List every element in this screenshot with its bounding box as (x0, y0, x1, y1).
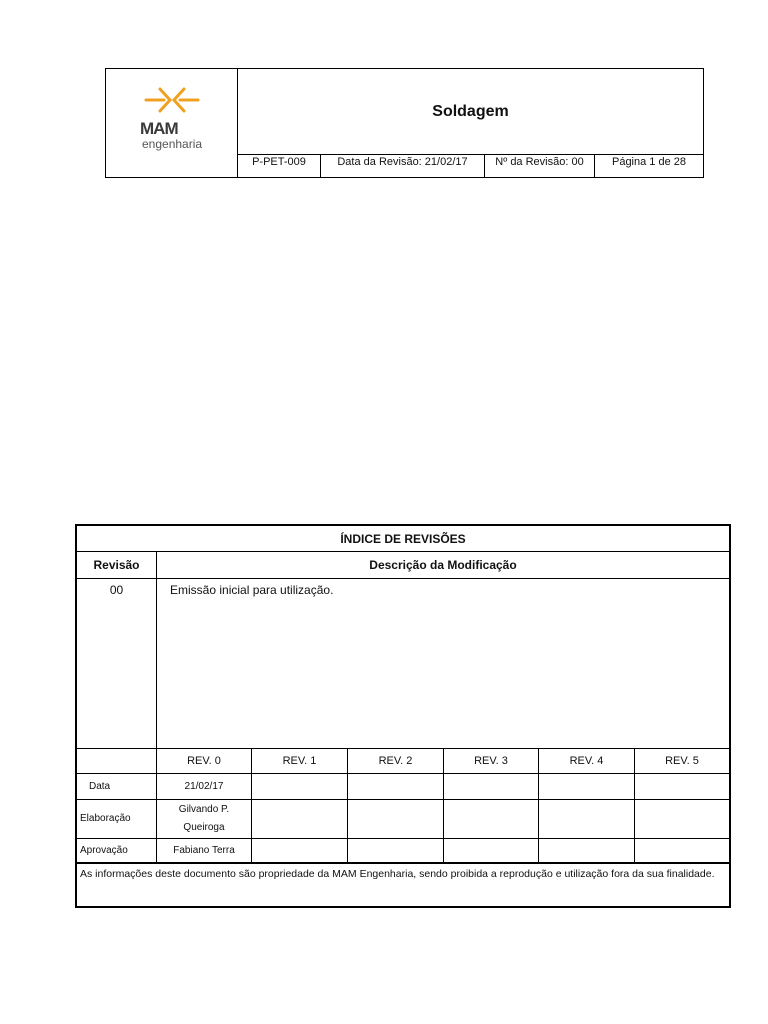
grid-corner-cell (77, 749, 157, 773)
revision-entry-description: Emissão inicial para utilização. (170, 583, 334, 597)
table-cell (252, 839, 348, 862)
document-title: Soldagem (432, 102, 509, 120)
revision-header-row (77, 552, 729, 579)
page-number: Página 1 de 28 (611, 156, 686, 168)
company-logo-icon (144, 85, 200, 119)
row-label-aprovacao: Aprovação (77, 839, 157, 862)
table-cell (635, 839, 729, 862)
table-cell (539, 774, 635, 799)
table-cell (348, 839, 444, 862)
table-row (77, 800, 729, 839)
approval-grid (77, 749, 729, 864)
table-cell (444, 800, 539, 838)
rev-header: REV. 0 (157, 749, 252, 773)
revision-index-table (75, 524, 731, 908)
table-cell: Gilvando P. Queiroga (157, 800, 252, 838)
confidentiality-note: As informações deste documento são propriedade da MAM Engenharia, sendo proibida a reprodução e utilização fora da sua finalidade. (80, 868, 715, 880)
revision-date: Data da Revisão: 21/02/17 (321, 155, 485, 177)
table-cell (635, 800, 729, 838)
document-code: P-PET-009 (238, 155, 321, 177)
revision-index-title: ÍNDICE DE REVISÕES (77, 526, 729, 552)
rev-header: REV. 4 (539, 749, 635, 773)
row-label-data: Data (77, 774, 157, 799)
revision-number: Nº da Revisão: 00 (485, 155, 595, 177)
table-cell (348, 774, 444, 799)
logo-cell (106, 69, 238, 177)
table-cell (635, 774, 729, 799)
header-meta-row (238, 154, 703, 177)
table-cell: Fabiano Terra (157, 839, 252, 862)
table-cell (252, 774, 348, 799)
table-cell (444, 839, 539, 862)
row-label-elaboracao: Elaboração (77, 800, 157, 838)
rev-header-row (77, 749, 729, 774)
table-cell: 21/02/17 (157, 774, 252, 799)
logo-name: MAM (140, 119, 178, 138)
revision-entry-row (77, 579, 729, 749)
rev-header: REV. 5 (665, 755, 699, 767)
table-row (77, 839, 729, 864)
table-cell (348, 800, 444, 838)
rev-header: REV. 3 (444, 749, 539, 773)
table-cell (539, 839, 635, 862)
table-cell (444, 774, 539, 799)
logo-subtitle: engenharia (142, 137, 203, 151)
description-column-header: Descrição da Modificação (369, 558, 517, 572)
table-row (77, 774, 729, 800)
revision-entry-number: 00 (77, 579, 157, 748)
table-cell (539, 800, 635, 838)
table-cell (252, 800, 348, 838)
rev-header: REV. 1 (252, 749, 348, 773)
revision-column-header: Revisão (77, 552, 157, 578)
document-header (105, 68, 704, 178)
rev-header: REV. 2 (348, 749, 444, 773)
